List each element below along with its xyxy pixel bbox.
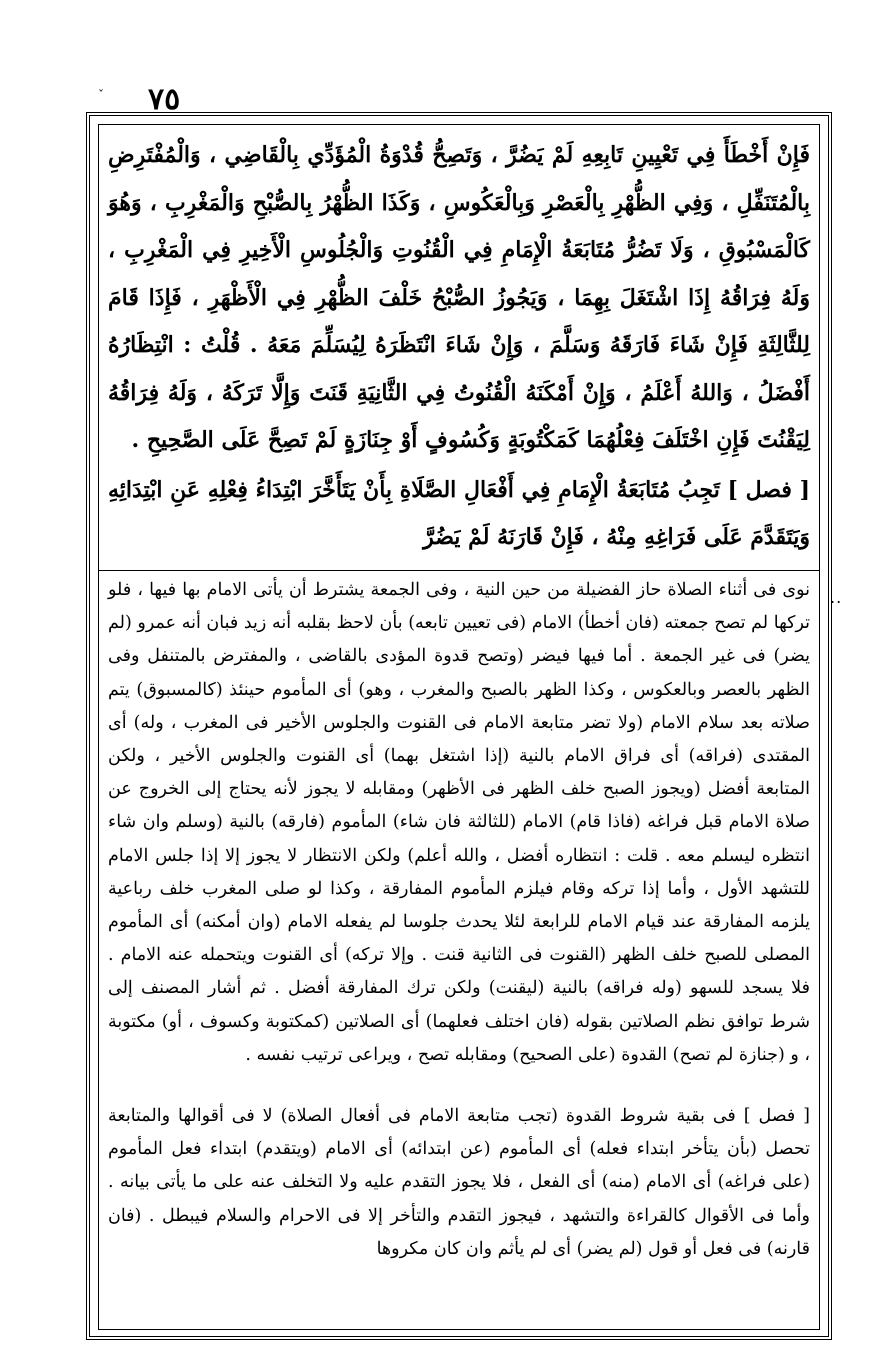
margin-mark: .. xyxy=(830,588,843,607)
corner-mark: ˇ xyxy=(98,88,104,102)
sharh-fasl-paragraph: [ فصل ] فى بقية شروط القدوة (تجب متابعة الامام فى أفعال الصلاة) لا فى أقوالها والمتابعة تحصل (بأن يتأخر ابتداء فعله) أى المأموم (عن ابتدائه) أى الامام (ويتقدم) ابتداء فعل المأموم (على فراغه) أى الامام (منه) أى الفعل ، فلا يجوز التقدم عليه ولا التخلف عنه على ما يأتى بيانه . وأما فى الأقوال كالقراءة والتشهد ، فيجوز التقدم والتأخر إلا فى الاحرام والسلام فيبطل . (فان قارنه) فى فعل أو قول (لم يضر) أى لم يأثم وان كان مكروها xyxy=(108,1106,810,1259)
section-divider xyxy=(98,570,820,571)
matn-paragraph: فَإِنْ أَخْطَأَ فِي تَعْيِينِ تَابِعِهِ لَمْ يَضُرَّ ، وَتَصِحُّ قُدْوَةُ الْمُؤَدِّي بِالْقَاضِي ، وَالْمُفْتَرِضِ بِالْمُتَنَفِّلِ ، وَفِي الظُّهْرِ بِالْعَصْرِ وَبِالْعَكُوسِ ، وَكَذَا الظُّهْرُ بِالصُّبْحِ وَالْمَغْرِبِ ، وَهُوَ كَالْمَسْبُوقِ ، وَلَا تَضُرُّ مُتَابَعَةُ الْإِمَامِ فِي الْقُنُوتِ وَالْجُلُوسِ الْأَخِيرِ فِي الْمَغْرِبِ ، وَلَهُ فِرَاقُهُ إِذَا اشْتَغَلَ بِهِمَا ، وَيَجُوزُ الصُّبْحُ خَلْفَ الظُّهْرِ فِي الْأَظْهَرِ ، فَإِذَا قَامَ لِلثَّالِثَةِ فَإِنْ شَاءَ فَارَقَهُ وَسَلَّمَ ، وَإِنْ شَاءَ انْتَظَرَهُ لِيُسَلِّمَ مَعَهُ . قُلْتُ : انْتِظَارُهُ أَفْضَلُ ، وَاللهُ أَعْلَمُ ، وَإِنْ أَمْكَنَهُ الْقُنُوتُ فِي الثَّانِيَةِ قَنَتَ وَإِلَّا تَرَكَهُ ، وَلَهُ فِرَاقُهُ لِيَقْنُتَ فَإِنِ اخْتَلَفَ فِعْلُهُمَا كَمَكْتُوبَةٍ وَكُسُوفٍ أَوْ جِنَازَةٍ لَمْ تَصِحَّ عَلَى الصَّحِيحِ . xyxy=(108,142,810,453)
matn-fasl-paragraph: [ فصل ] تَجِبُ مُتَابَعَةُ الْإِمَامِ فِي أَفْعَالِ الصَّلَاةِ بِأَنْ يَتَأَخَّرَ ابْتِدَاءُ فِعْلِهِ عَنِ ابْتِدَائِهِ وَيَتَقَدَّمَ عَلَى فَرَاغِهِ مِنْهُ ، فَإِنْ قَارَنَهُ لَمْ يَضُرَّ xyxy=(108,476,810,550)
matn-text-block xyxy=(108,132,810,562)
sharh-paragraph: نوى فى أثناء الصلاة حاز الفضيلة من حين النية ، وفى الجمعة يشترط أن يأتى الامام بها فيها ، فلو تركها لم تصح جمعته (فان أخطأ) الامام (فى تعيين تابعه) بأن لاحظ بقلبه أنه زيد فبان أنه عمرو (لم يضر) فى غير الجمعة . أما فيها فيضر (وتصح قدوة المؤدى بالقاضى ، والمفترض بالمتنفل وفى الظهر بالعصر وبالعكوس ، وكذا الظهر بالصبح والمغرب ، وهو) أى المأموم حينئذ (كالمسبوق) يتم صلاته بعد سلام الامام (ولا تضر متابعة الامام فى القنوت والجلوس الأخير فى المغرب ، وله) أى المقتدى (فراقه) أى فراق الامام بالنية (إذا اشتغل بهما) أى القنوت والجلوس الأخير ، ولكن المتابعة أفضل (ويجوز الصبح خلف الظهر فى الأظهر) ومقابله لا يجوز لأنه يحتاج إلى الخروج عن صلاة الامام قبل فراغه (فاذا قام) الامام (للثالثة فان شاء) المأموم (فارقه) بالنية (وسلم وان شاء انتظره ليسلم معه . قلت : انتظاره أفضل ، والله أعلم) ولكن الانتظار لا يجوز إلا إذا جلس الامام للتشهد الأول ، وأما إذا تركه وقام فيلزم المأموم المفارقة ، وكذا لو صلى المغرب خلف رباعية يلزمه المفارقة عند قيام الامام للرابعة لئلا يحدث جلوسا لم يفعله الامام (وان أمكنه) أى المأموم المصلى للصبح خلف الظهر (القنوت فى الثانية قنت . وإلا تركه) أى القنوت ويتحمله عنه الامام . فلا يسجد للسهو (وله فراقه) بالنية (ليقنت) ولكن ترك المفارقة أفضل . ثم أشار المصنف إلى شرط توافق نظم الصلاتين بقوله (فان اختلف فعلهما) أى الصلاتين (كمكتوبة وكسوف ، أو) مكتوبة ، و (جنازة لم تصح) القدوة (على الصحيح) ومقابله تصح ، ويراعى ترتيب نفسه . xyxy=(108,580,810,1065)
sharh-commentary-block xyxy=(108,574,810,1266)
paragraph-gap xyxy=(108,1072,810,1100)
page-number: ٧٥ xyxy=(148,82,181,117)
